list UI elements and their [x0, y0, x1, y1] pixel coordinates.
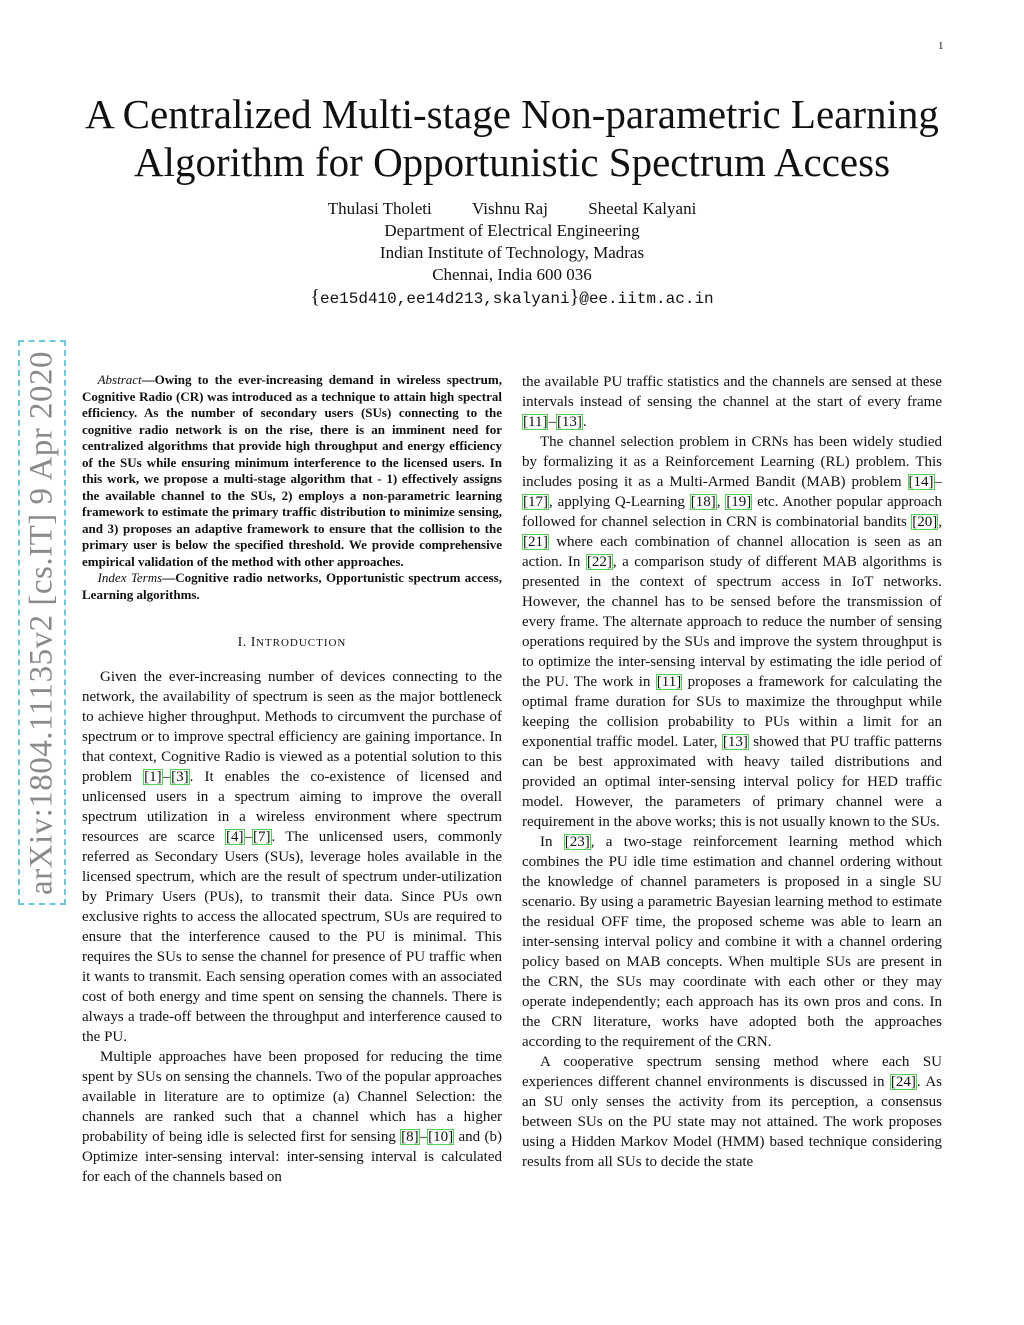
text-run: – — [934, 474, 942, 490]
text-run: A cooperative spectrum sensing method where each SU experiences different channel environments is discussed in — [522, 1054, 942, 1090]
abstract-label: Abstract — [97, 372, 142, 387]
intro-paragraph-2 — [82, 1047, 502, 1187]
index-terms-label: Index Terms — [97, 570, 163, 585]
citation-link[interactable]: [21] — [523, 534, 548, 550]
citation-link[interactable]: [20] — [912, 514, 938, 530]
text-run: showed that PU traffic patterns can be best approximated with heavy tailed distributions and provided an optimal inter-sensing interval policy for HED traffic model. However, the parameters of primary channel were a requirement in the above works; this is not usually known to the SUs. — [522, 734, 943, 830]
text-run: and (b) Optimize inter-sensing interval: inter-sensing interval is calculated for each of the channels based on — [82, 1129, 502, 1185]
intro-paragraph-2-continued — [522, 372, 942, 432]
text-run: The channel selection problem in CRNs has been widely studied by formalizing it as a Reinforcement Learning (RL) problem. This includes posing it as a Multi-Armed Bandit (MAB) problem — [522, 434, 942, 490]
text-run: , — [716, 494, 726, 510]
citation-link[interactable]: [11] — [523, 414, 548, 430]
citation-link[interactable]: [8] — [401, 1129, 419, 1145]
intro-paragraph-5 — [522, 1052, 942, 1172]
citation-link[interactable]: [17] — [523, 494, 548, 510]
email-body: ee15d410,ee14d213,skalyani — [319, 290, 570, 308]
author-block — [60, 198, 964, 310]
index-terms — [82, 570, 502, 603]
right-column — [522, 372, 942, 1172]
text-run: proposes a framework for calculating the optimal frame duration for SUs to maximize the throughput while keeping the collision probability to PUs within a limit for an exponential traffic model. Later, — [522, 674, 942, 750]
text-run: . The unlicensed users, commonly referred as Secondary Users (SUs), leverage holes available in the licensed spectrum, which are the result of spectrum under-utilization by Primary Users (PUs), to transmit their data. Since PUs own exclusive rights to access the allocated spectrum, SUs are required to ensure that the interference caused to the PU is minimal. This requires the SUs to sense the channel for presence of PU traffic when it wants to transmit. Each sensing operation comes with an associated cost of both energy and time spent on sensing the channels. There is always a trade-off between the throughput and interference caused to the PU. — [82, 829, 502, 1045]
author-emails — [60, 286, 964, 310]
paper-title — [60, 90, 964, 186]
text-run: the available PU traffic statistics and the channels are sensed at these intervals instead of sensing the channel at the start of every frame — [522, 374, 942, 410]
citation-link[interactable]: [13] — [556, 414, 582, 430]
title-line-2: Algorithm for Opportunistic Spectrum Access — [133, 139, 891, 185]
abstract-text: —Owing to the ever-increasing demand in wireless spectrum, Cognitive Radio (CR) was introduced as a technique to attain high spectral efficiency. As the number of secondary users (SUs) connecting to the cognitive radio network is on the rise, there is an imminent need for centralized algorithms that provide high throughput and energy efficiency of the SUs while ensuring minimum interference to the licensed users. In this work, we propose a multi-stage algorithm that - 1) effectively assigns the available channel to the SUs, 2) employs a non-parametric learning framework to estimate the primary traffic distribution to minimize sensing, and 3) proposes an adaptive framework to ensure that the collision to the primary user is below the specified threshold. We provide comprehensive empirical validation of the method with other approaches. — [82, 372, 502, 569]
section-numeral: I. — [237, 635, 251, 650]
citation-link[interactable]: [1] — [144, 769, 162, 785]
citation-link[interactable]: [24] — [890, 1074, 916, 1090]
citation-link[interactable]: [13] — [722, 734, 748, 750]
intro-paragraph-1 — [82, 667, 502, 1047]
author-1: Thulasi Tholeti — [327, 199, 432, 218]
author-3: Sheetal Kalyani — [588, 199, 697, 218]
affiliation-institute: Indian Institute of Technology, Madras — [379, 243, 645, 262]
text-run: – — [162, 769, 171, 785]
citation-link[interactable]: [22] — [586, 554, 612, 570]
email-domain: @ee.iitm.ac.in — [579, 290, 714, 308]
citation-link[interactable]: [18] — [690, 494, 716, 510]
author-2: Vishnu Raj — [471, 199, 548, 218]
page-number: 1 — [938, 40, 944, 52]
abstract — [82, 372, 502, 570]
section-rest: NTRODUCTION — [255, 637, 347, 649]
citation-link[interactable]: [3] — [171, 769, 189, 785]
text-run: where each combination of channel allocation is seen as an action. In — [522, 534, 942, 570]
text-run: – — [244, 829, 253, 845]
text-run: , a comparison study of different MAB algorithms is presented in the context of spectrum access in IoT networks. However, the channel has to be sensed before the transmission of every frame. The alternate approach to reduce the number of sensing operations required by the SUs and improve the system throughput is to optimize the inter-sensing interval by estimating the idle period of the PU. The work in — [522, 554, 942, 690]
title-line-1: A Centralized Multi-stage Non-parametric Learning — [85, 91, 939, 137]
citation-link[interactable]: [19] — [726, 494, 752, 510]
citation-link[interactable]: [7] — [253, 829, 271, 845]
text-run: – — [548, 414, 556, 430]
text-run: Multiple approaches have been proposed for reducing the time spent by SUs on sensing the channels. Two of the popular approaches available in literature are to optimize (a) Channel Selection: the channels are ranked such that a channel which has a higher probability of being idle is selected first for sensing — [82, 1049, 502, 1145]
text-run: In — [540, 834, 564, 850]
text-run: . As an SU only senses the activity from its perception, a consensus between SUs on the PU state may not attained. The work proposes using a Hidden Markov Model (HMM) based technique considering results from all SUs to decide the state — [522, 1074, 942, 1170]
index-terms-text: —Cognitive radio networks, Opportunistic spectrum access, Learning algorithms. — [82, 570, 502, 602]
text-run: etc. Another popular approach followed for channel selection in CRN is combinatorial bandits — [522, 494, 942, 530]
citation-link[interactable]: [14] — [908, 474, 934, 490]
text-run: , a two-stage reinforcement learning method which combines the PU idle time estimation and channel ordering without the knowledge of channel parameters is proposed in a single SU scenario. By using a parametric Bayesian learning method to estimate the residual OFF time, the proposed scheme was able to learn an inter-sensing interval policy and combine it with a channel ordering policy based on MAB concepts. When multiple SUs are present in the CRN, the SUs may coordinate with each other or they may operate independently; each approach has its own pros and cons. In the CRN literature, works have adopted both the approaches according to the requirement of the CRN. — [522, 834, 942, 1050]
affiliation-city: Chennai, India 600 036 — [432, 265, 592, 284]
citation-link[interactable]: [4] — [226, 829, 244, 845]
intro-paragraph-4 — [522, 832, 942, 1052]
text-run: . — [582, 414, 587, 430]
text-run: – — [419, 1129, 428, 1145]
email-close-brace: } — [569, 286, 580, 308]
section-heading-introduction — [82, 633, 502, 653]
section-first-letter: I — [250, 635, 256, 650]
text-run: , — [938, 514, 942, 530]
citation-link[interactable]: [23] — [564, 834, 590, 850]
email-open-brace: { — [310, 286, 320, 308]
affiliation-department: Department of Electrical Engineering — [384, 221, 640, 240]
left-column — [82, 372, 502, 1187]
text-run: . It enables the co-existence of licensed and unlicensed users in a spectrum aiming to improve the overall spectrum utilization in a wireless environment where spectrum resources are scarce — [82, 769, 502, 845]
author-names — [60, 198, 964, 220]
text-run: , applying Q-Learning — [549, 494, 690, 510]
citation-link[interactable]: [10] — [428, 1129, 454, 1145]
intro-paragraph-3 — [522, 432, 942, 832]
text-run: Given the ever-increasing number of devices connecting to the network, the availability of spectrum is seen as the major bottleneck to achieve higher throughput. Methods to circumvent the purchase of spectrum or to improve spectral efficiency are gaining importance. In that context, Cognitive Radio is viewed as a potential solution to this problem — [82, 669, 502, 785]
arxiv-stamp-text: arXiv:1804.11135v2 [cs.IT] 9 Apr 2020 — [23, 350, 60, 895]
citation-link[interactable]: [11] — [656, 674, 682, 690]
arxiv-stamp — [18, 340, 66, 905]
